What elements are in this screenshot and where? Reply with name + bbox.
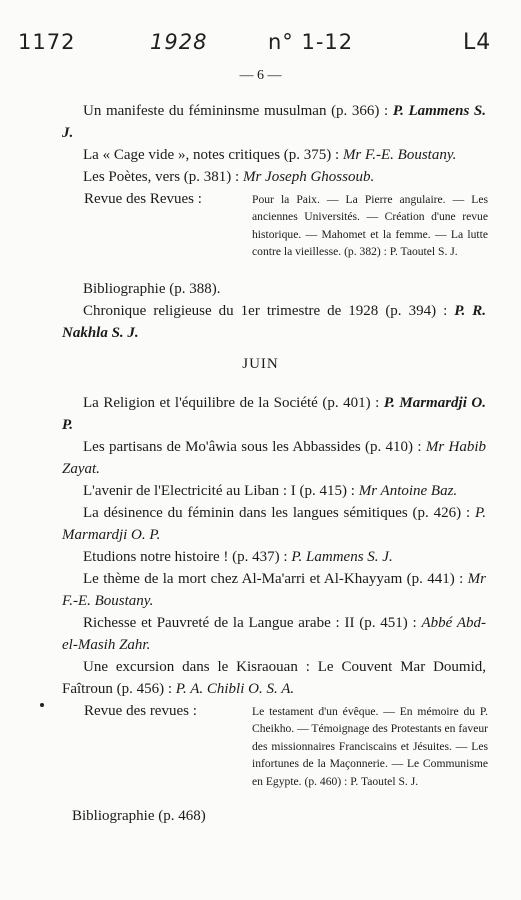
revue-contents: Le testament d'un évêque. — En mémoire du P. Cheikho. — Témoignage des Protestants en faveur des missionnaires Franciscains et Jésuites. — Les infortunes de la Maçonnerie. — Le Communisme en Egypte. (p. 460) : P. Taoutel S. J. (252, 705, 488, 788)
toc-entry (62, 100, 486, 144)
entry-author: Mr F.-E. Boustany. (62, 571, 486, 609)
toc-entry (62, 502, 486, 546)
toc-entry (62, 300, 486, 344)
entry-author: Mr Joseph Ghossoub. (242, 169, 375, 185)
toc-entry (62, 392, 486, 436)
entry-author: Abbé Abd-el-Masih Zahr. (62, 615, 486, 653)
bibliography-entry: Bibliographie (p. 468) (72, 808, 206, 824)
revue-contents: Pour la Paix. — La Pierre angulaire. — Les anciennes Universités. — Création d'une revue historique. — Mahomet et la femme. — La lutte contre la vieillesse. (p. 382) : P. Taoutel S. J. (252, 193, 488, 259)
handwritten-issue-range: n° 1-12 (268, 30, 354, 54)
entry-author: Mr Antoine Baz. (358, 483, 458, 499)
bibliography-entry: Bibliographie (p. 388). (83, 281, 221, 297)
section-title: JUIN (242, 356, 279, 372)
entry-author: Mr F.-E. Boustany. (342, 147, 457, 163)
entry-title: La désinence du féminin dans les langues sémitiques (p. 426) : (83, 505, 476, 521)
entry-title: L'avenir de l'Electricité au Liban : I (p. 415) : (83, 483, 359, 499)
entry-author: P. Marmardji O. P. (62, 395, 486, 433)
toc-entry (62, 166, 486, 188)
revue-label: Revue des revues : (84, 703, 197, 719)
entry-author: P. Marmardji O. P. (62, 505, 486, 543)
entry-title: Etudions notre histoire ! (p. 437) : (83, 549, 292, 565)
entry-title: Richesse et Pauvreté de la Langue arabe : II (p. 451) : (83, 615, 422, 631)
entry-author: P. Lammens S. J. (62, 103, 486, 141)
entry-title: Une excursion dans le Kisraouan : Le Couvent Mar Doumid, Faîtroun (p. 456) : (62, 659, 486, 697)
toc-entry (62, 144, 486, 166)
entry-title: Un manifeste du fémininsme musulman (p. 366) : (83, 103, 393, 119)
handwritten-year: 1928 (150, 30, 208, 54)
toc-entry (62, 480, 486, 502)
entry-author: P. R. Nakhla S. J. (62, 303, 486, 341)
entry-title: La Religion et l'équilibre de la Société (p. 401) : (83, 395, 384, 411)
entry-title: Chronique religieuse du 1er trimestre de 1928 (p. 394) : (83, 303, 455, 319)
entry-title: Les partisans de Mo'âwia sous les Abbassides (p. 410) : (83, 439, 426, 455)
toc-entry (62, 656, 486, 700)
entry-title: Le thème de la mort chez Al-Ma'arri et Al-Khayyam (p. 441) : (83, 571, 468, 587)
handwritten-volume-number: 1172 (18, 30, 76, 54)
handwritten-shelf-mark: L4 (463, 30, 492, 55)
entry-author: Mr Habib Zayat. (62, 439, 486, 477)
revue-label: Revue des Revues : (84, 191, 202, 207)
entry-title: La « Cage vide », notes critiques (p. 375) : (83, 147, 343, 163)
entry-author: P. Lammens S. J. (291, 549, 393, 565)
toc-entry (62, 436, 486, 480)
entry-author: P. A. Chibli O. S. A. (175, 681, 295, 697)
toc-entry (62, 612, 486, 656)
margin-ink-dot (40, 703, 44, 707)
toc-entry (62, 546, 486, 568)
toc-entry (62, 568, 486, 612)
page-number: — 6 — (239, 68, 282, 83)
entry-title: Les Poètes, vers (p. 381) : (83, 169, 243, 185)
